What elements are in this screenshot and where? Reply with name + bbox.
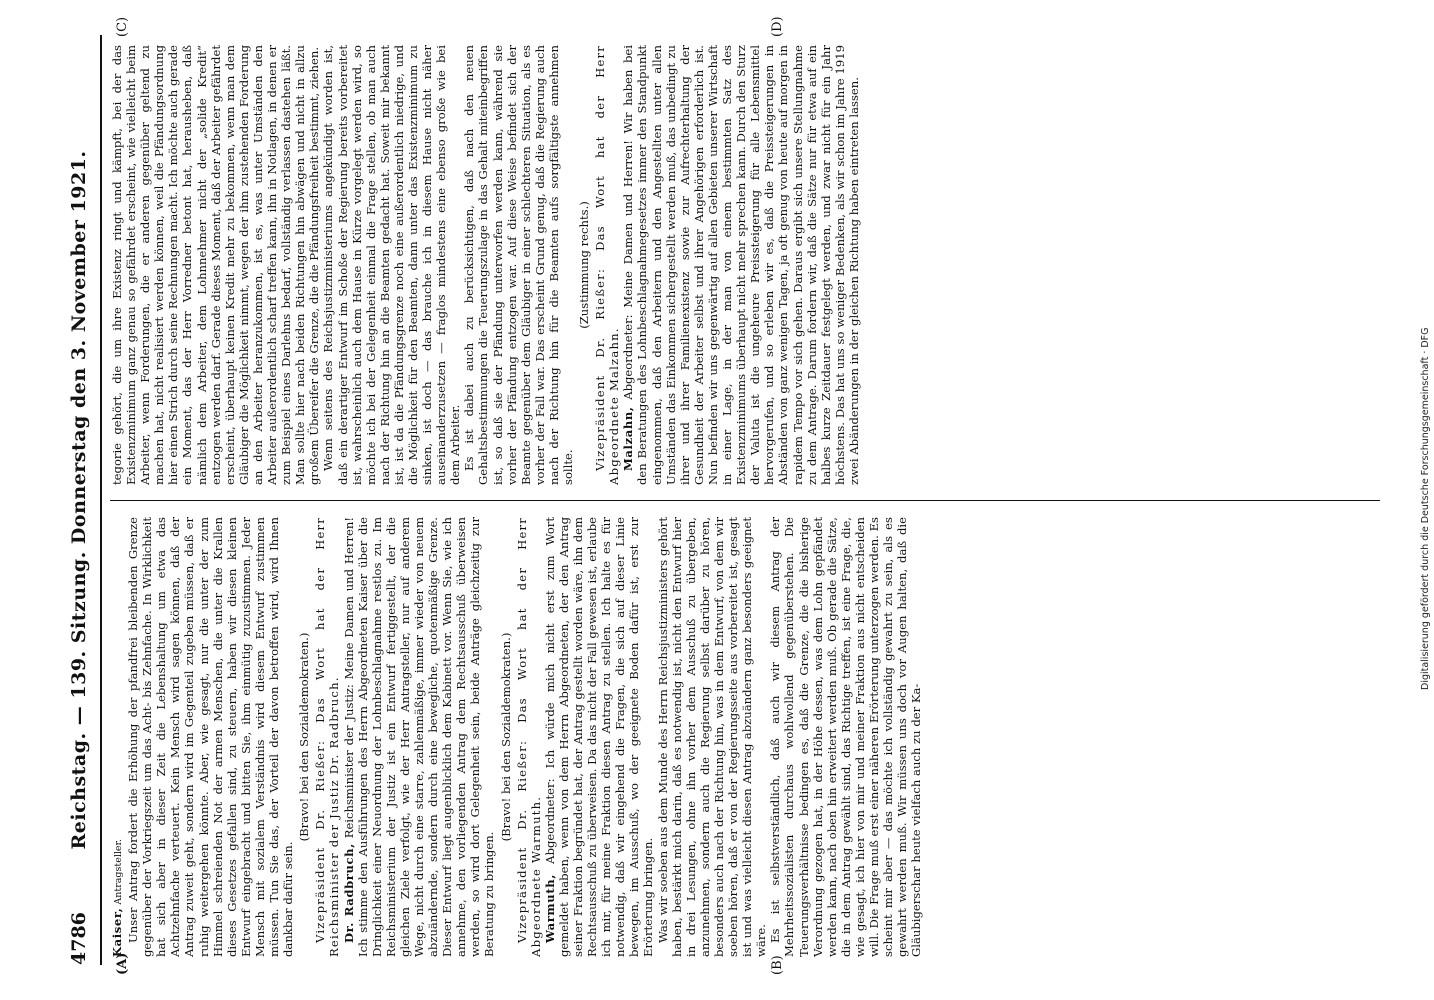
speech-warmuth [543,517,656,957]
chair-announcement: Vizepräsident Dr. Rießer: Das Wort hat der Herr Abgeordnete Malzahn. [593,45,622,485]
right-column [110,45,1380,485]
digitization-credit [1418,0,1434,1000]
digitization-credit-text: Digitalisierung gefördert durch die Deutsche Forschungsgemeinschaft · DFG [1420,327,1431,690]
left-column [110,517,1380,957]
margin-mark-d: (D) [770,16,785,37]
speech-paragraph: Wenn seitens des Reichsjustizministeriums angekündigt worden ist, daß ein derartiger Entwurf im Schoße der Regierung bereits vorbereitet ist, wahrscheinlich auch dem Hause in Kürze vorgelegt werden wird, so möchte ich bei der Gelegenheit einmal die Frage stellen, ob man auch nach der Richtung hin an die Beamten gedacht hat. Soweit mir bekannt ist, ist da die Pfändungsgrenze noch eine außerordentlich niedrige, und die Möglichkeit für den Beamten, dann unter das Existenzminimum zu sinken, ist doch — das brauche ich in diesem Hause nicht näher auseinanderzusetzen — fraglos mindestens eine ebenso große wie bei dem Arbeiter. [321,45,463,485]
speech-paragraph: Was wir soeben aus dem Munde des Herrn Reichsjustizministers gehört haben, bestärkt mich darin, daß es notwendig ist, nicht den Entwurf hier in drei Lesungen, ohne ihn vorher dem Ausschuß zu übergeben, anzunehmen, sondern auch die Regierung selbst darüber zu hören, besonders auch nach der Richtung hin, was in dem Entwurf, von dem wir soeben hören, daß er von der Regierungsseite aus vorbereitet ist, gesagt ist und was vielleicht diesen Antrag abzuändern ganz besonders geeignet wäre. [655,517,769,957]
reaction-note: (Bravo! bei den Sozialdemokraten.) [498,632,513,842]
speech-kaiser [110,517,126,957]
speech-paragraph: Es ist selbstverständlich, daß auch wir diesem Antrag der Mehrheitssozialisten durchaus wohlwollend gegenüberstehen. Die Teuerungsverhältnisse bedingen es, daß die Grenze, die die bisherige Verordnung gezogen hat, in der Höhe dessen, was dem Lohn gepfändet werden kann, nach oben hin erweitert werden muß. Ob gerade die Sätze, die in dem Antrag gewählt sind, das Richtige treffen, ist eine Frage, die, wie gesagt, ich hier von mir und meiner Fraktion aus nicht entscheiden will. Die Frage muß erst einer näheren Erörterung unterzogen werden. Es scheint mir aber — das möchte ich vollständig gewahrt zu sein, als es gewahrt werden muß. Wir müssen uns doch vor Augen halten, daß die Gläubigerschar heute vielfach auch zu der Ka- [768,517,924,957]
chair-announcement: Vizepräsident Dr. Rießer: Das Wort hat der Herr Abgeordnete Warmuth. [514,517,543,957]
column-divider [110,500,1380,501]
chair-announcement: Vizepräsident Dr. Rießer: Das Wort hat der Herr Reichsminister der Justiz Dr. Radbruch. [313,517,342,957]
rotated-page [60,16,1390,975]
speaker-warmuth: Warmuth, [542,874,557,943]
speech-paragraph: Unser Antrag fordert die Erhöhung der pfandfrei bleibenden Grenze gegenüber der Vorkriegszeit um das Acht- bis Zehnfache. In Wirklichkeit hat sich aber in dieser Zeit die Lebenshaltung um etwa das Achtzehnfache verteuert. Kein Mensch wird sagen können, daß der Antrag zuweit geht, sondern wird im Gegenteil zugeben müssen, daß er ruhig weitergehen könnte. Aber, wie gesagt, nur die unter der zum Himmel schreienden Not der armen Menschen, die unter die Krallen dieses Gesetzes gefallen sind, zu steuern, haben wir diesen kleinen Entwurf eingebracht und bitten Sie, ihm einmütig zuzustimmen. Jeder Mensch mit sozialem Verständnis wird diesem Entwurf zustimmen müssen. Tun Sie das, der Vorteil der davon betroffen wird, wird Ihnen dankbar dafür sein. [126,517,296,957]
margin-mark-c: (C) [115,16,130,37]
margin-mark-a: (A) [115,952,130,975]
speech-radbruch [342,517,497,957]
speech-paragraph: Abgeordneter: Ich würde mich nicht erst zum Wort gemeldet haben, wenn von dem Herrn Abgeordneten, der den Antrag seiner Fraktion begründet hat, der Antrag gestellt worden wäre, ihn dem Rechtsausschuß zu überweisen. Da das nicht der Fall gewesen ist, erlaube ich mir, für meine Fraktion diesen Antrag zu stellen. Ich halte es für notwendig, daß wir eingehend die Fragen, die sich auf dieser Linie bewegen, im Ausschuß, wo der geeignete Boden dafür ist, erst zur Erörterung bringen. [542,517,656,957]
speaker-role: Antragsteller. [113,838,124,908]
reaction-note: (Zustimmung rechts.) [577,201,592,329]
reaction-note: (Bravo! bei den Sozialdemokraten.) [297,632,312,842]
speech-malzahn [621,45,861,485]
margin-mark-b: (B) [770,955,785,975]
running-head: Reichstag. — 139. Sitzung. Donnerstag den 3. November 1921. [68,150,90,850]
page-header [60,35,102,965]
page-number: 4786 [68,912,90,965]
speaker-radbruch: Dr. Radbruch, [341,843,356,943]
speech-paragraph: Abgeordneter: Meine Damen und Herren! Wir haben bei den Beratungen des Lohnbeschlagnahmegesetzes immer den Standpunkt eingenommen, daß den Arbeitern und den Angestellten unter allen Umständen das Einkommen sichergestellt werden muß, das unbedingt zu ihrer und ihrer Familienexistenz sowie zur Aufrechterhaltung der Gesundheit der Arbeiter selbst und ihrer Angehörigen erforderlich ist. Nun befinden wir uns gegenwärtig auf allen Gebieten unserer Wirtschaft in einer Lage, in der man von einem bestimmten Satz des Existenzminimums überhaupt nicht mehr sprechen kann. Durch den Sturz der Valuta ist die ungeheure Preissteigerung für alle Lebensmittel hervorgerufen, und so erleben wir es, daß die Preissteigerungen in Abständen von ganz wenigen Tagen, ja oft genug von heute auf morgen in rapidem Tempo vor sich gehen. Daraus ergibt sich unsere Stellungnahme zu dem Antrage. Darum fordern wir, daß die Sätze nur für etwa auf ein halbes kurze Zeitdauer festgelegt werden, und zwar nicht für ein Jahr höchstens. Das hat uns so weniger Bedenken, als wir schon im Jahre 1919 zwei Abänderungen in der gleichen Richtung haben eintreten lassen. [621,45,861,485]
speech-paragraph: Es ist dabei auch zu berücksichtigen, daß nach den neuen Gehaltsbestimmungen die Teuerungszulage in das Gehalt miteinbegriffen ist, so daß sie der Pfändung unterworfen werden kann, während sie vorher der Pfändung entzogen war. Auf diese Weise befindet sich der Beamte gegenüber dem Gläubiger in einer schlechteren Situation, als es vorher der Fall war. Das erscheint Grund genug, daß die Regierung auch nach der Richtung hin für die Beamten aufs sorgfältigste annehmen sollte. [462,45,575,485]
speaker-malzahn: Malzahn, [621,406,636,471]
speaker-kaiser: Kaiser, [110,907,124,957]
speech-paragraph: tegorie gehört, die um ihre Existenz ringt und kämpft, bei der das Existenzminimum ganz genau so gefährdet erscheint, wie vielleicht beim Arbeiter, wenn Forderungen, die er anderen gegenüber geltend zu machen hat, nicht realisiert werden können, weil die Pfändungsordnung hier einen Strich durch seine Rechnungen macht. Ich möchte auch gerade ein Moment, das der Herr Vorredner betont hat, herausheben, daß nämlich dem Arbeiter, dem Lohnnehmer nicht der „solide Kredit“ entzogen werden darf. Gerade dieses Moment, daß der Arbeiter gefährdet erscheint, überhaupt keinen Kredit mehr zu bekommen, wenn man dem Gläubiger die Möglichkeit nimmt, wegen der ihm zustehenden Forderung an den Arbeiter heranzukommen, ist es, was unter Umständen den Arbeiter außerordentlich scharf treffen kann, ihn in Notlagen, in denen er zum Beispiel eines Darlehns bedarf, vollständig verlassen dastehen läßt. Man sollte hier nach beiden Richtungen hin abwägen und nicht in allzu großem Übereifer die Grenze, die die Pfändungsfreiheit bestimmt, ziehen. [110,45,322,485]
speech-paragraph: Reichsminister der Justiz: Meine Damen und Herren! Ich stimme den Ausführungen des Herrn Abgeordneten Kaiser über die Dringlichkeit einer Neuordnung der Lohnbeschlagnahme restlos zu. Im Reichsministerium der Justiz ist ein Entwurf fertiggestellt, der die gleichen Ziele verfolgt, wie der Herr Antragsteller, nur auf anderem Wege, nicht durch eine starre, zahlenmäßige, immer wieder von neuem abzuändernde, sondern durch eine bewegliche, quotenmäßige Grenze. Dieser Entwurf liegt augenblicklich dem Kabinett vor. Wenn Sie, wie ich annehme, den vorliegenden Antrag dem Rechtsausschuß überweisen werden, so wird dort Gelegenheit sein, beide Anträge gleichzeitig zur Beratung zu bringen. [341,517,497,957]
